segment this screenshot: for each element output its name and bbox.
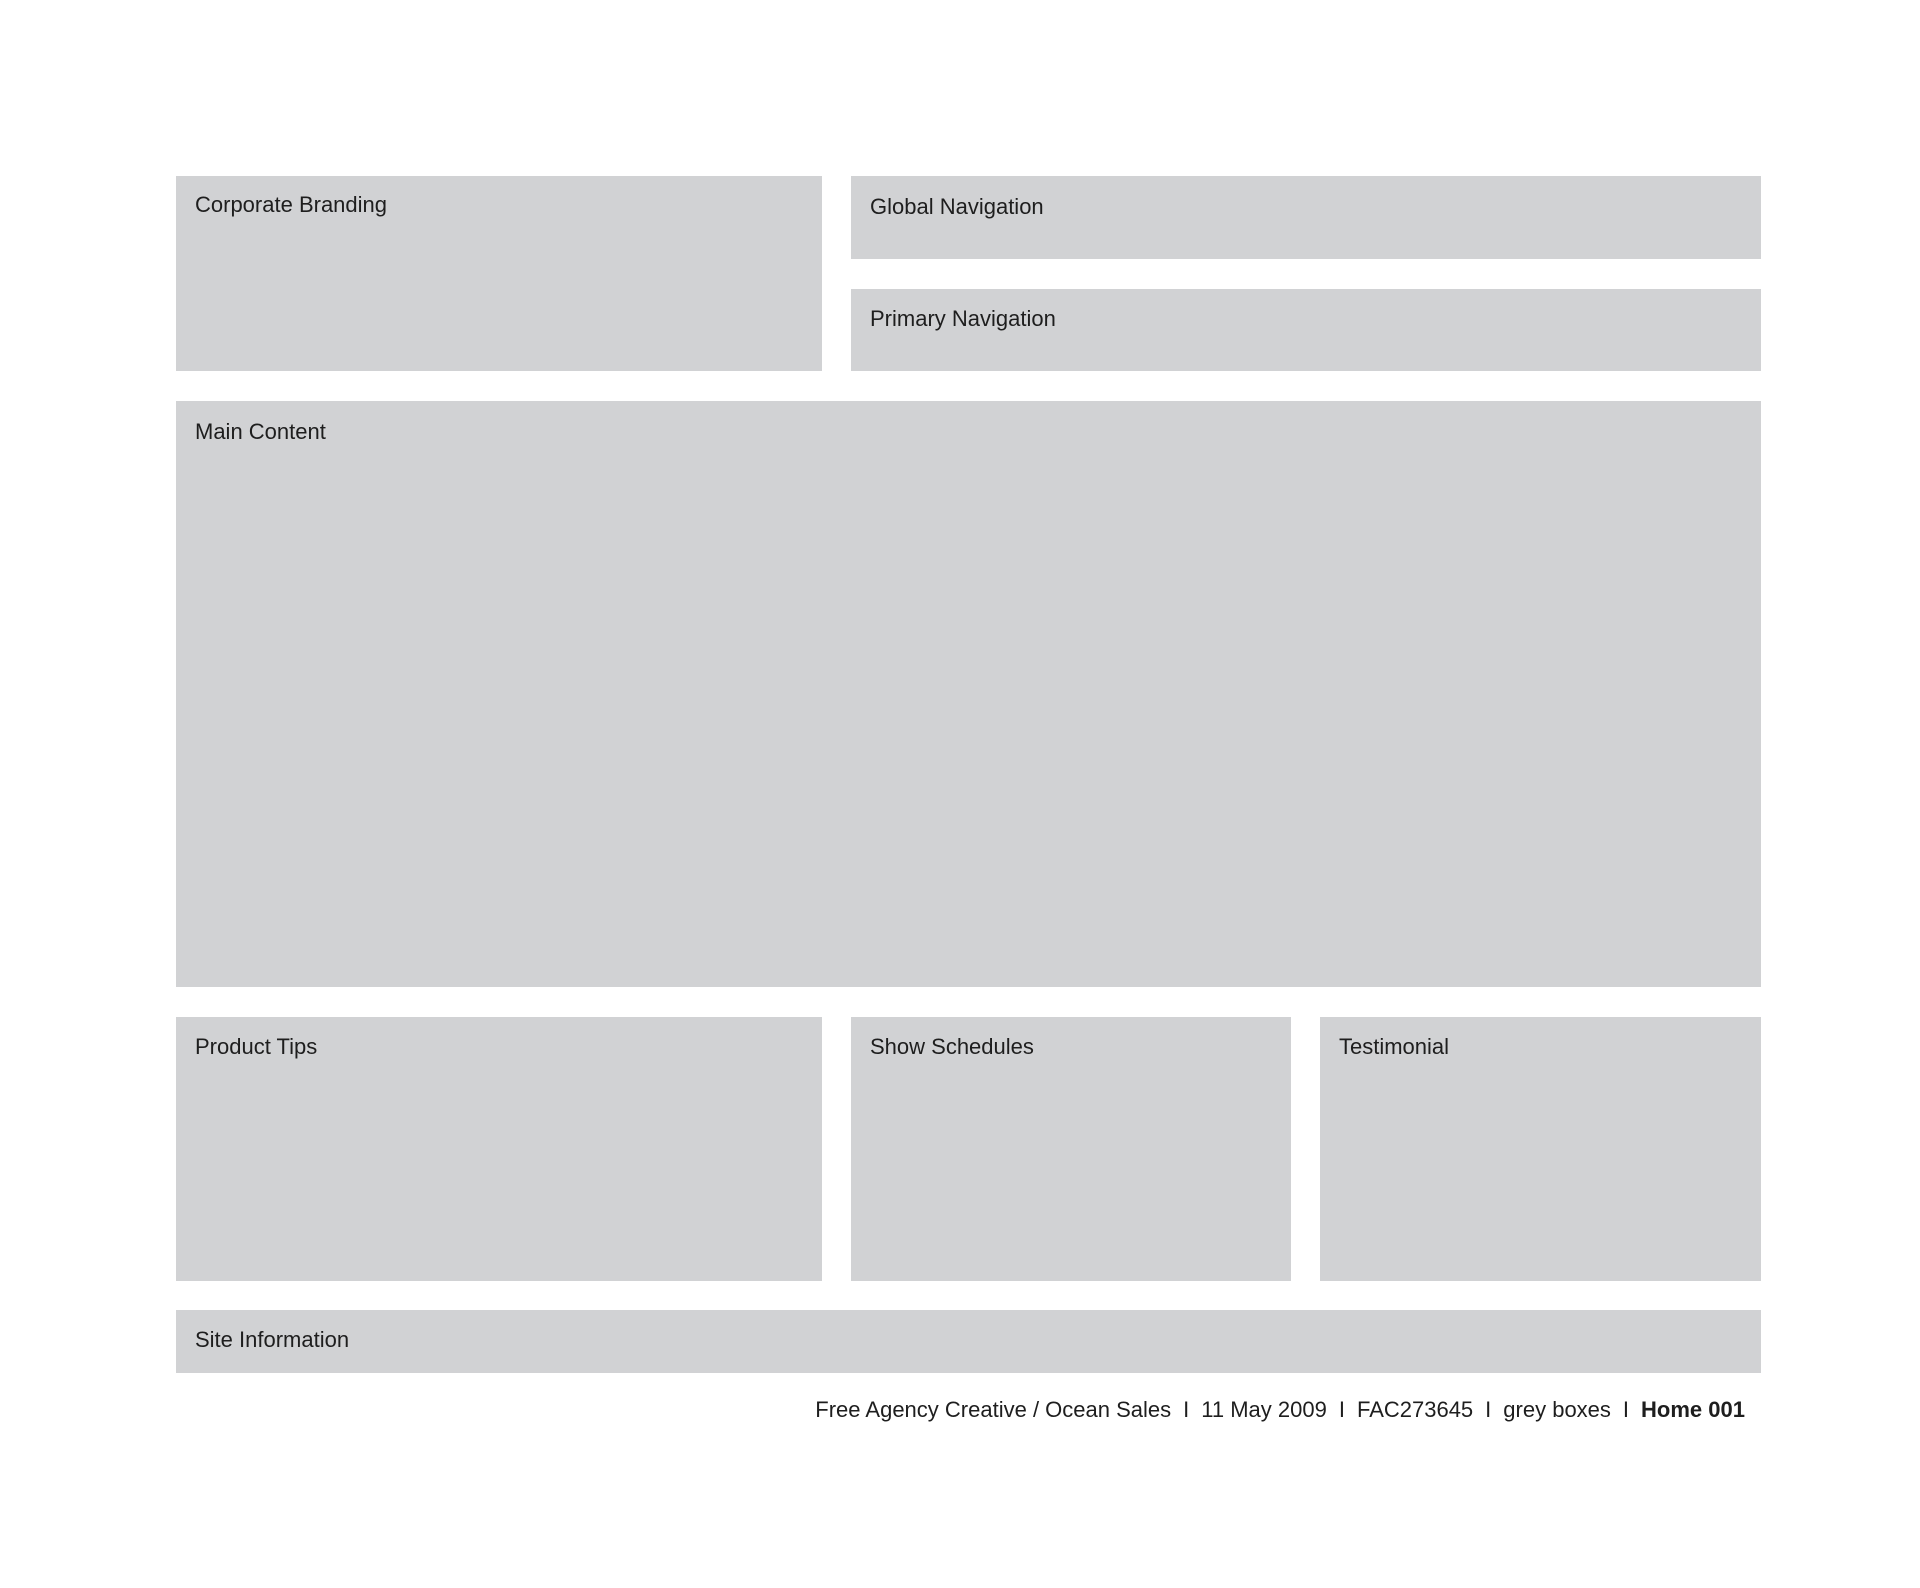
testimonial-label: Testimonial [1339, 1034, 1450, 1059]
product-tips-box [176, 1017, 822, 1281]
footer-agency: Free Agency Creative / Ocean Sales [815, 1397, 1172, 1422]
document-footer-meta [815, 1395, 1745, 1425]
primary-navigation-label: Primary Navigation [870, 306, 1056, 331]
show-schedules-label: Show Schedules [870, 1034, 1034, 1059]
footer-version: grey boxes [1503, 1397, 1611, 1422]
main-content-box [176, 401, 1761, 987]
main-content-label: Main Content [195, 419, 326, 444]
footer-job-code: FAC273645 [1356, 1397, 1474, 1422]
product-tips-label: Product Tips [195, 1034, 318, 1059]
global-navigation-label: Global Navigation [870, 194, 1044, 219]
footer-page-id: Home 001 [1641, 1397, 1745, 1422]
footer-separator: I [1622, 1397, 1630, 1422]
footer-date: 11 May 2009 [1201, 1397, 1327, 1422]
global-navigation-box [851, 176, 1761, 259]
primary-navigation-box [851, 289, 1761, 371]
site-information-label: Site Information [195, 1327, 350, 1352]
footer-separator: I [1338, 1397, 1345, 1422]
footer-separator: I [1183, 1397, 1190, 1422]
footer-separator: I [1485, 1397, 1492, 1422]
corporate-branding-box [176, 176, 822, 371]
corporate-branding-label: Corporate Branding [195, 192, 388, 217]
site-information-box [176, 1310, 1761, 1373]
show-schedules-box [851, 1017, 1291, 1281]
testimonial-box [1320, 1017, 1761, 1281]
